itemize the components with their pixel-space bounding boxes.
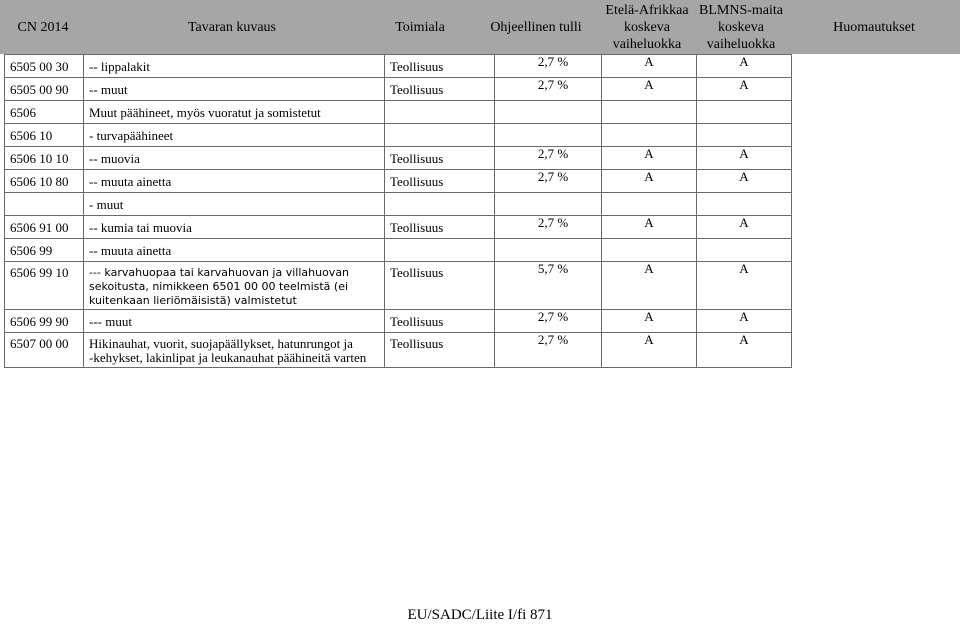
field (385, 193, 495, 216)
remarks (792, 310, 793, 333)
sa-category: A (602, 262, 697, 310)
header-cn: CN 2014 (17, 19, 69, 35)
description: Hikinauhat, vuorit, suojapäällykset, hatunrungot ja -kehykset, lakinlipat ja leukanauhat päähineitä varten (84, 333, 385, 368)
sa-category: A (602, 55, 697, 78)
sa-category: A (602, 147, 697, 170)
remarks (792, 262, 793, 310)
remarks (792, 78, 793, 101)
duty-rate: 5,7 % (495, 262, 602, 310)
remarks (792, 193, 793, 216)
cn-code: 6506 99 (5, 239, 84, 262)
sa-category: A (602, 170, 697, 193)
blmns-category: A (697, 262, 792, 310)
table-row (5, 101, 793, 124)
blmns-category (697, 193, 792, 216)
field: Teollisuus (385, 55, 495, 78)
header-field: Toimiala (395, 19, 445, 35)
sa-category: A (602, 78, 697, 101)
remarks (792, 216, 793, 239)
field (385, 124, 495, 147)
header-description: Tavaran kuvaus (187, 19, 277, 35)
description: -- muovia (84, 147, 385, 170)
sa-category (602, 193, 697, 216)
blmns-category: A (697, 55, 792, 78)
sa-category: A (602, 333, 697, 368)
sa-category: A (602, 310, 697, 333)
table-row (5, 124, 793, 147)
duty-rate (495, 239, 602, 262)
table-row (5, 170, 793, 193)
duty-rate: 2,7 % (495, 310, 602, 333)
table-row (5, 147, 793, 170)
description: - muut (84, 193, 385, 216)
description: -- muut (84, 78, 385, 101)
field: Teollisuus (385, 262, 495, 310)
table-row (5, 193, 793, 216)
blmns-category: A (697, 216, 792, 239)
cn-code (5, 193, 84, 216)
header-south-africa: Etelä-Afrikkaa koskeva vaiheluokka (605, 2, 689, 52)
table-row (5, 333, 793, 368)
remarks (792, 170, 793, 193)
description: -- muuta ainetta (84, 170, 385, 193)
field: Teollisuus (385, 216, 495, 239)
description: Muut päähineet, myös vuoratut ja somistetut (84, 101, 385, 124)
field: Teollisuus (385, 333, 495, 368)
description: --- muut (84, 310, 385, 333)
blmns-category (697, 101, 792, 124)
field (385, 239, 495, 262)
duty-rate: 2,7 % (495, 216, 602, 239)
blmns-category: A (697, 333, 792, 368)
description: -- muuta ainetta (84, 239, 385, 262)
table-row (5, 78, 793, 101)
duty-rate: 2,7 % (495, 170, 602, 193)
sa-category (602, 239, 697, 262)
header-remarks: Huomautukset (833, 19, 915, 35)
page-footer: EU/SADC/Liite I/fi 871 (407, 607, 553, 623)
cn-code: 6506 99 90 (5, 310, 84, 333)
cn-code: 6507 00 00 (5, 333, 84, 368)
duty-rate (495, 193, 602, 216)
field: Teollisuus (385, 170, 495, 193)
remarks (792, 55, 793, 78)
header-rate: Ohjeellinen tulli (490, 19, 582, 35)
field: Teollisuus (385, 147, 495, 170)
cn-code: 6505 00 90 (5, 78, 84, 101)
blmns-category: A (697, 147, 792, 170)
sa-category (602, 124, 697, 147)
header-blmns: BLMNS-maita koskeva vaiheluokka (699, 2, 783, 52)
remarks (792, 101, 793, 124)
cn-code: 6506 10 (5, 124, 84, 147)
blmns-category (697, 124, 792, 147)
table-row (5, 239, 793, 262)
cn-code: 6505 00 30 (5, 55, 84, 78)
field: Teollisuus (385, 310, 495, 333)
blmns-category: A (697, 310, 792, 333)
field: Teollisuus (385, 78, 495, 101)
cn-code: 6506 91 00 (5, 216, 84, 239)
table-row (5, 310, 793, 333)
tariff-table (4, 54, 793, 368)
sa-category (602, 101, 697, 124)
sa-category: A (602, 216, 697, 239)
table-row (5, 216, 793, 239)
table-row (5, 55, 793, 78)
blmns-category: A (697, 170, 792, 193)
description: -- lippalakit (84, 55, 385, 78)
table-row (5, 262, 793, 310)
table-header (0, 0, 960, 54)
remarks (792, 147, 793, 170)
duty-rate: 2,7 % (495, 333, 602, 368)
field (385, 101, 495, 124)
blmns-category: A (697, 78, 792, 101)
duty-rate: 2,7 % (495, 78, 602, 101)
cn-code: 6506 (5, 101, 84, 124)
cn-code: 6506 10 80 (5, 170, 84, 193)
description: --- karvahuopaa tai karvahuovan ja villahuovan sekoitusta, nimikkeen 6501 00 00 teelmistä (ei kuitenkaan lieriömäisistä) valmistetut (84, 262, 385, 310)
remarks (792, 124, 793, 147)
duty-rate (495, 124, 602, 147)
duty-rate: 2,7 % (495, 55, 602, 78)
description: - turvapäähineet (84, 124, 385, 147)
remarks (792, 239, 793, 262)
cn-code: 6506 10 10 (5, 147, 84, 170)
blmns-category (697, 239, 792, 262)
duty-rate: 2,7 % (495, 147, 602, 170)
cn-code: 6506 99 10 (5, 262, 84, 310)
description: -- kumia tai muovia (84, 216, 385, 239)
duty-rate (495, 101, 602, 124)
remarks (792, 333, 793, 368)
